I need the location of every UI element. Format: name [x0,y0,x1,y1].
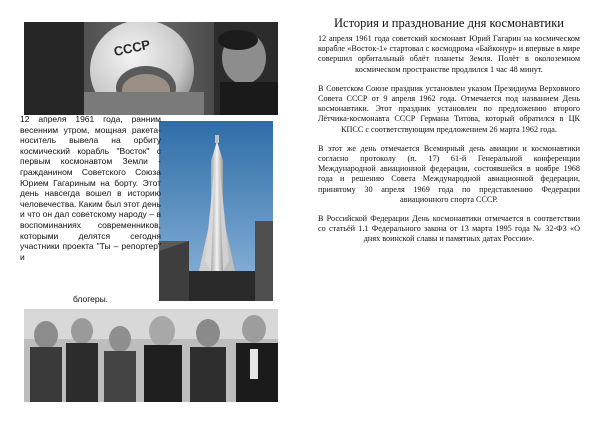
right-column [318,16,580,254]
helmet-lettering: СССР [112,36,152,60]
paragraph-3: В этот же день отмечается Всемирный день авиации и космонавтики согласно протоколу (п. 17) 61-й Генеральной конференции Международной авиационной федерации, состоявшейся в ноябре 1968 года и решению Совета Международной авиационной федерации, принятому 30 апреля 1969 года по представлению Федерации авиационного спорта СССР. [318,143,580,204]
paragraph-4: В Российской Федерации День космонавтики отмечается в соответствии со статьёй 1.1 Федерального закона от 13 марта 1995 года № 32-ФЗ «О днях воинской славы и памятных датах России». [318,214,580,244]
page-title: История и празднование дня космонавтики [334,16,564,30]
paragraph-1: 12 апреля 1961 года советский космонавт Юрий Гагарин на космическом корабле «Восток-1» стартовал с космодрома «Байконур» и впервые в мире совершил орбитальный облёт планеты Земля. Полёт в околоземном космическом пространстве продлился 1 час 48 минут. [318,34,580,74]
paragraph-2: В Советском Союзе праздник установлен указом Президиума Верховного Совета СССР от 9 апреля 1962 года. Отмечается под названием День космонавтики. Этот праздник установлен по предложению второго Лётчика-космонавта СССР Германа Титова, который обратился в ЦК КПСС с соответствующим предложением 26 марта 1962 года. [318,83,580,134]
photo-officers-group [24,309,278,402]
left-column-text-tail: блогеры. [72,294,109,304]
left-column-text: 12 апреля 1961 года, ранним весенним утром, мощная ракета-носитель вывела на орбиту космический корабль "Восток" с первым космонавтом Земли - гражданином Советского Союза Юрием Гагариным на борту. Этот день навсегда вошел в историю человечества. Каким был этот день и что он дал советскому народу – в воспоминаниях современников, которыми делятся сегодня участники проекта "Ты – репортер" и [20,114,161,262]
photo-gagarin-helmet [24,22,278,115]
photo-vostok-rocket [159,121,273,301]
